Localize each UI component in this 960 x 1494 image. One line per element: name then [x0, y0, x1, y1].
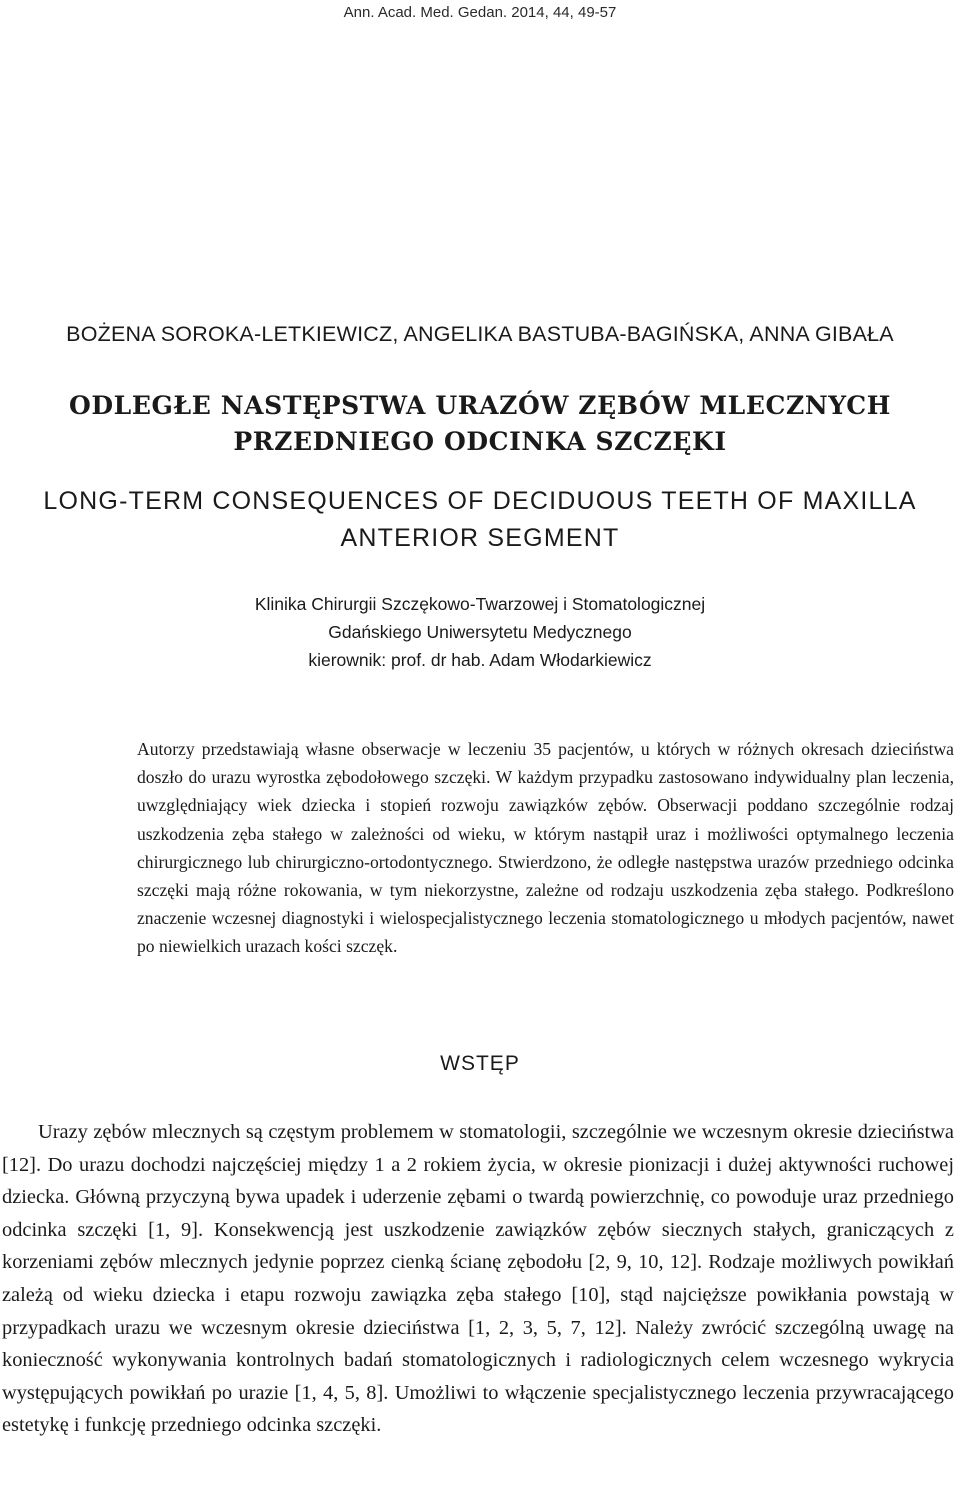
- title-english: [0, 483, 960, 557]
- journal-reference: Ann. Acad. Med. Gedan. 2014, 44, 49-57: [343, 4, 617, 21]
- author-list: BOŻENA SOROKA-LETKIEWICZ, ANGELIKA BASTUBA-BAGIŃSKA, ANNA GIBAŁA: [66, 322, 894, 346]
- title-polish-line-2: PRZEDNIEGO ODCINKA SZCZĘKI: [233, 427, 727, 456]
- introduction-paragraph: Urazy zębów mlecznych są częstym problemem w stomatologii, szczególnie we wczesnym okresie dzieciństwa [12]. Do urazu dochodzi najczęściej między 1 a 2 rokiem życia, w okresie pionizacji i dużej aktywności ruchowej dziecka. Główną przyczyną bywa upadek i uderzenie zębami o twardą powierzchnię, co powoduje uraz przedniego odcinka szczęki [1, 9]. Konsekwencją jest uszkodzenie zawiązków zębów siecznych stałych, graniczących z korzeniami zębów mlecznych jedynie poprzez cienką ścianę zębodołu [2, 9, 10, 12]. Rodzaje możliwych powikłań zależą od wieku dziecka i etapu rozwoju zawiązka zęba stałego [10], stąd najcięższe powikłania powstają w przypadkach urazu we wczesnym okresie dzieciństwa [1, 2, 3, 5, 7, 12]. Należy zwrócić szczególną uwagę na konieczność wykonywania kontrolnych badań stomatologicznych i radiologicznych celem wczesnego wykrycia występujących powikłań po urazie [1, 4, 5, 8]. Umożliwi to włączenie specjalistycznego leczenia przywracającego estetykę i funkcję przedniego odcinka szczęki.: [2, 1121, 954, 1437]
- title-polish: [0, 388, 960, 460]
- affiliation-university: Gdańskiego Uniwersytetu Medycznego: [328, 622, 632, 642]
- section-heading-introduction: WSTĘP: [440, 1052, 520, 1075]
- title-english-line-2: ANTERIOR SEGMENT: [340, 524, 620, 552]
- affiliation-head: kierownik: prof. dr hab. Adam Włodarkiewicz: [308, 650, 652, 670]
- title-polish-line-1: ODLEGŁE NASTĘPSTWA URAZÓW ZĘBÓW MLECZNYCH: [68, 391, 891, 420]
- affiliation-clinic: Klinika Chirurgii Szczękowo-Twarzowej i Stomatologicznej: [254, 594, 706, 614]
- title-english-line-1: LONG-TERM CONSEQUENCES OF DECIDUOUS TEETH OF MAXILLA: [43, 487, 917, 515]
- abstract-text: Autorzy przedstawiają własne obserwacje w leczeniu 35 pacjentów, u których w różnych okresach dzieciństwa doszło do urazu wyrostka zębodołowego szczęki. W każdym przypadku zastosowano indywidualny plan leczenia, uwzględniający wiek dziecka i stopień rozwoju zawiązków zębów. Obserwacji poddano szczególnie rodzaj uszkodzenia zęba stałego w zależności od wieku, w którym nastąpił uraz i możliwości optymalnego leczenia chirurgicznego lub chirurgiczno-ortodontycznego. Stwierdzono, że odległe następstwa urazów przedniego odcinka szczęki mają różne rokowania, w tym niekorzystne, zależne od rodzaju uszkodzenia zęba stałego. Podkreślono znaczenie wczesnej diagnostyki i wielospecjalistycznego leczenia stomatologicznego u młodych pacjentów, nawet po niewielkich urazach kości szczęk.: [137, 739, 954, 957]
- affiliation: [0, 590, 960, 674]
